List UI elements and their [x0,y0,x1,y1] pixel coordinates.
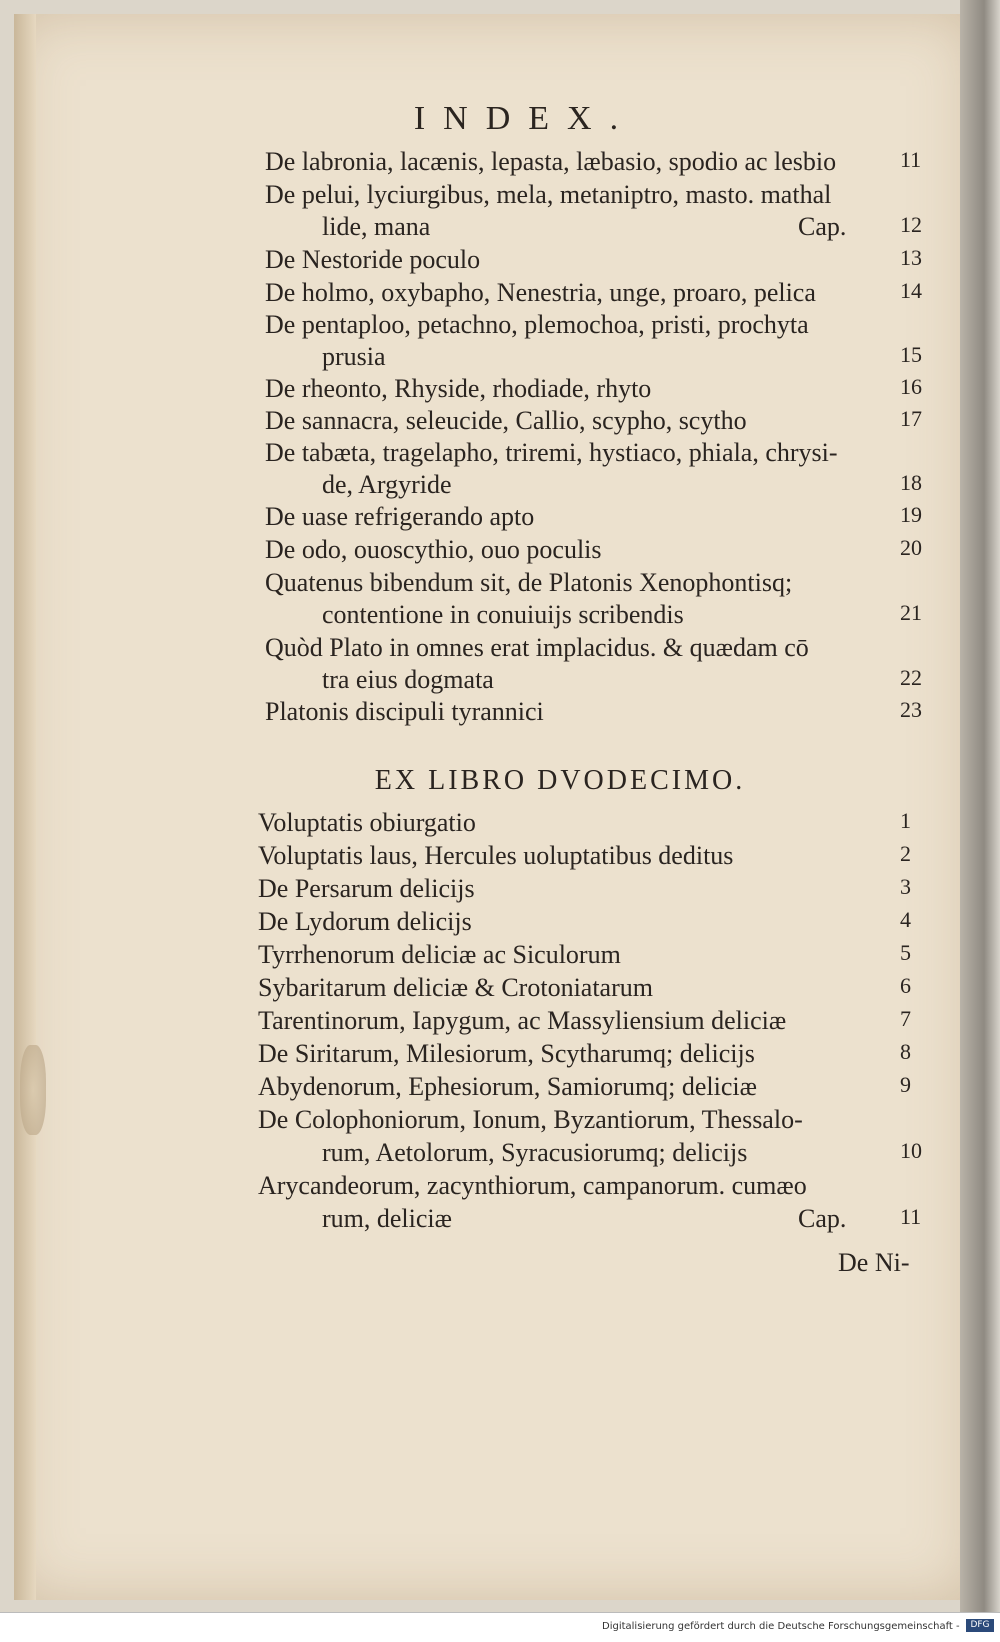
entry-text: de, Argyride [322,470,452,499]
entry-text: De holmo, oxybapho, Nenestria, unge, proaro, pelica [265,278,816,307]
entry-text: Sybaritarum deliciæ & Crotoniatarum [258,973,653,1002]
entry-text: De Colophoniorum, Ionum, Byzantiorum, Thessalo- [258,1105,803,1134]
entry-number: 1 [900,808,911,833]
entry-text: Abydenorum, Ephesiorum, Samiorumq; deliciæ [258,1072,757,1101]
entry-text: De Persarum delicijs [258,874,475,903]
entry-text: Voluptatis obiurgatio [258,808,476,837]
dfg-logo: DFG [966,1619,994,1632]
entry-number: 7 [900,1006,911,1031]
page-gutter [14,14,36,1600]
entry-number: 18 [900,470,922,495]
entry-number: 6 [900,973,911,998]
entry-number: 16 [900,374,922,399]
entry-text: Tyrrhenorum deliciæ ac Siculorum [258,940,621,969]
entry-number: 22 [900,665,922,690]
entry-text: De pentaploo, petachno, plemochoa, pristi, prochyta [265,310,809,339]
entry-text: prusia [322,342,386,371]
entry-number: 8 [900,1039,911,1064]
entry-text: De labronia, lacænis, lepasta, læbasio, spodio ac lesbio [265,147,837,176]
entry-text: contentione in conuiuijs scribendis [322,600,684,629]
entry-text: De uase refrigerando apto [265,502,535,531]
entry-number: 13 [900,245,922,270]
entry-number: 10 [900,1138,922,1163]
entry-number: 11 [900,147,922,172]
entry-text: rum, deliciæ [322,1204,452,1233]
entry-text: tra eius dogmata [322,665,494,694]
page-title: INDEX. [413,100,637,137]
entry-text: Tarentinorum, Iapygum, ac Massyliensium deliciæ [258,1006,787,1035]
section-heading: EX LIBRO DVODECIMO. [374,765,746,796]
book-page [14,14,972,1600]
entry-number: 5 [900,940,911,965]
entry-cap-label: Cap. [798,212,847,241]
entry-cap-label: Cap. [798,1204,847,1233]
entry-text: De Lydorum delicijs [258,907,472,936]
entry-number: 9 [900,1072,911,1097]
entry-text: De pelui, lyciurgibus, mela, metaniptro, masto. mathal [265,180,832,209]
entry-text: De sannacra, seleucide, Callio, scypho, scytho [265,406,747,435]
entry-number: 20 [900,535,922,560]
entry-text: De Siritarum, Milesiorum, Scytharumq; delicijs [258,1039,755,1068]
entry-number: 4 [900,907,911,932]
entry-number: 19 [900,502,922,527]
entry-number: 12 [900,212,922,237]
entry-number: 17 [900,406,922,431]
entry-number: 23 [900,697,922,722]
catchword: De Ni- [838,1248,910,1277]
entry-number: 2 [900,841,911,866]
entry-number: 14 [900,278,922,303]
entry-text: Arycandeorum, zacynthiorum, campanorum. cumæo [258,1171,807,1200]
entry-text: De odo, ouoscythio, ouo poculis [265,535,602,564]
entry-text: Voluptatis laus, Hercules uoluptatibus deditus [258,841,734,870]
page-stain [20,1045,46,1135]
entry-text: De rheonto, Rhyside, rhodiade, rhyto [265,374,652,403]
entry-text: De tabæta, tragelapho, triremi, hystiaco, phiala, chrysi- [265,438,838,467]
entry-number: 11 [900,1204,922,1229]
entry-text: Quatenus bibendum sit, de Platonis Xenophontisq; [265,568,793,597]
footer-credit: Digitalisierung gefördert durch die Deutsche Forschungsgemeinschaft - [602,1621,960,1632]
entry-text: De Nestoride poculo [265,245,481,274]
entry-number: 3 [900,874,911,899]
entry-text: lide, mana [322,212,431,241]
entry-text: rum, Aetolorum, Syracusiorumq; delicijs [322,1138,748,1167]
entry-text: Quòd Plato in omnes erat implacidus. & quædam cō [265,633,809,662]
entry-number: 15 [900,342,922,367]
book-edge [960,0,1000,1641]
entry-text: Platonis discipuli tyrannici [265,697,544,726]
entry-number: 21 [900,600,922,625]
